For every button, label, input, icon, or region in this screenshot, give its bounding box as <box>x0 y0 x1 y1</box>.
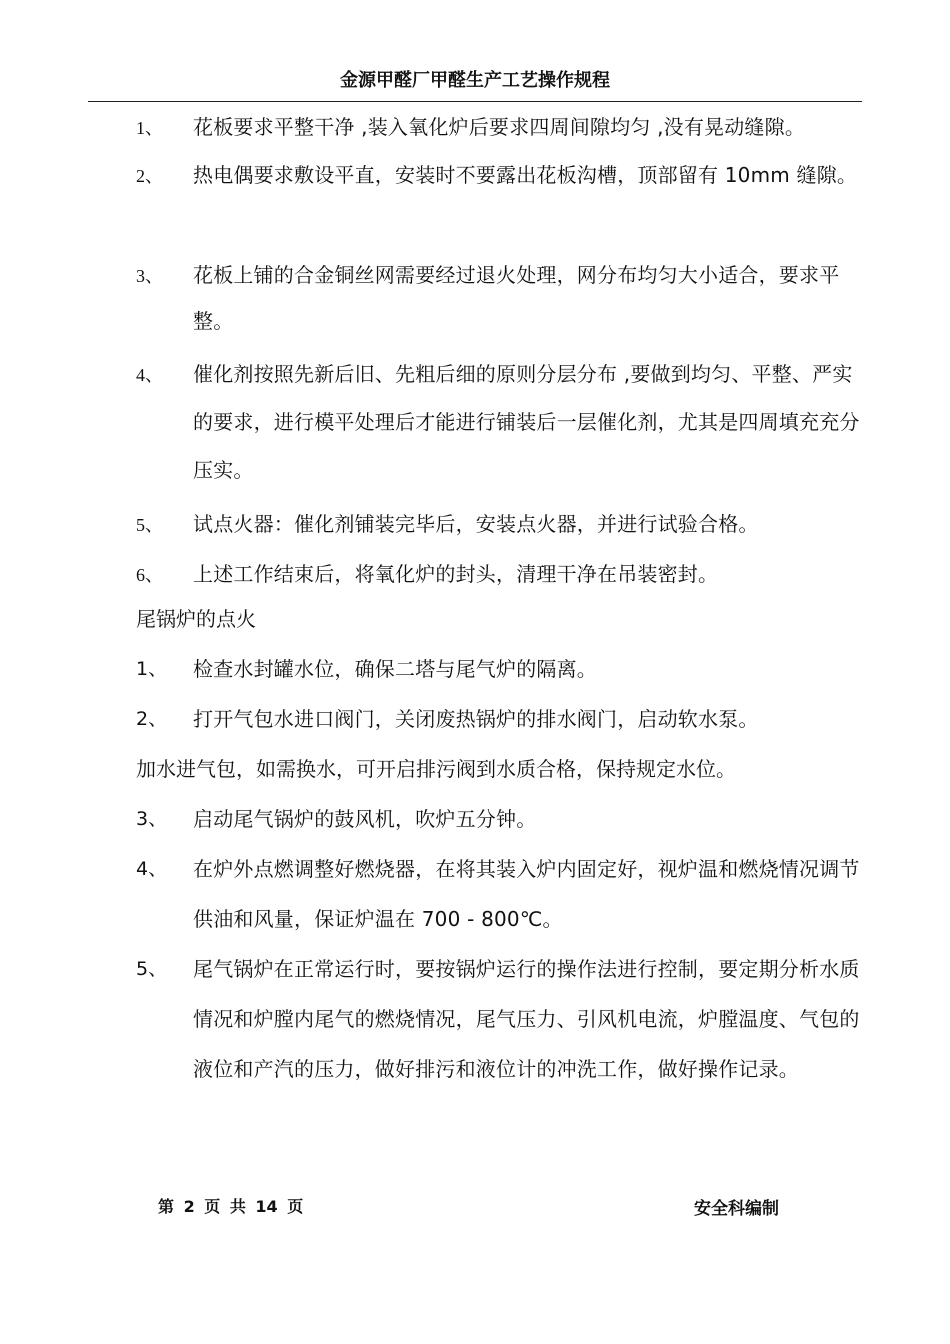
list-item <box>136 262 866 344</box>
item-number: 1、 <box>136 658 168 680</box>
list-item <box>136 511 866 537</box>
list-item <box>136 956 866 1094</box>
page-number: 第 2 页 共 14 页 <box>158 1197 304 1216</box>
item-text: 花板要求平整干净 ,装入氧化炉后要求四周间隙均匀 ,没有晃动缝隙。 <box>193 115 806 139</box>
list-item <box>136 361 866 494</box>
item-text: 打开气包水进口阀门，关闭废热锅炉的排水阀门，启动软水泵。 <box>193 707 759 731</box>
list-item <box>136 162 866 198</box>
list-item <box>136 856 866 944</box>
list-item <box>136 706 866 732</box>
item-number: 3、 <box>136 808 168 830</box>
item-text: 启动尾气锅炉的鼓风机，吹炉五分钟。 <box>193 807 537 831</box>
list-item <box>136 656 866 682</box>
item-number: 2、 <box>136 708 168 730</box>
item-text: 检查水封罐水位，确保二塔与尾气炉的隔离。 <box>193 657 597 681</box>
item-text: 热电偶要求敷设平直，安装时不要露出花板沟槽，顶部留有 10mm 缝隙。 <box>193 163 858 187</box>
item-number: 5、 <box>136 958 168 980</box>
list-item <box>136 806 866 832</box>
item-number: 3、 <box>136 266 163 286</box>
item-number: 5、 <box>136 515 163 535</box>
list-item <box>136 561 866 587</box>
item-text: 在炉外点燃调整好燃烧器，在将其装入炉内固定好，视炉温和燃烧情况调节供油和风量，保证炉温在 700 - 800℃。 <box>193 857 860 931</box>
paragraph: 加水进气包，如需换水，可开启排污阀到水质合格，保持规定水位。 <box>136 757 736 781</box>
item-number: 4、 <box>136 858 168 880</box>
item-text: 上述工作结束后，将氧化炉的封头，清理干净在吊装密封。 <box>193 562 719 586</box>
list-item <box>136 114 866 140</box>
item-number: 1、 <box>136 118 163 138</box>
compiler-label: 安全科编制 <box>694 1199 779 1219</box>
header-divider <box>88 101 862 102</box>
item-text: 试点火器：催化剂铺装完毕后，安装点火器，并进行试验合格。 <box>193 512 759 536</box>
item-number: 4、 <box>136 365 163 385</box>
item-text: 花板上铺的合金铜丝网需要经过退火处理，网分布均匀大小适合，要求平整。 <box>193 263 840 333</box>
item-text: 催化剂按照先新后旧、先粗后细的原则分层分布 ,要做到均匀、平整、严实的要求，进行模平处理后才能进行铺装后一层催化剂，尤其是四周填充充分压实。 <box>193 362 860 482</box>
item-number: 2、 <box>136 166 163 186</box>
section-heading: 尾锅炉的点火 <box>136 607 256 631</box>
item-number: 6、 <box>136 565 163 585</box>
page-header-title: 金源甲醛厂甲醛生产工艺操作规程 <box>340 70 610 91</box>
item-text: 尾气锅炉在正常运行时，要按锅炉运行的操作法进行控制，要定期分析水质情况和炉膛内尾气的燃烧情况，尾气压力、引风机电流，炉膛温度、气包的液位和产汽的压力，做好排污和液位计的冲洗工作，做好操作记录。 <box>193 957 860 1081</box>
